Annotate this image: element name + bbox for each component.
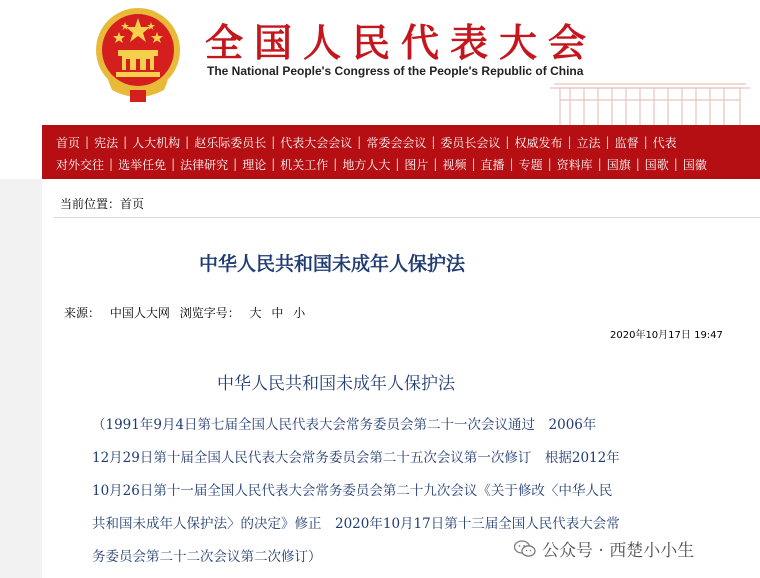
nav-item[interactable]: 代表大会会议 xyxy=(280,135,353,150)
nav-row-2 xyxy=(56,153,760,175)
publish-time: 2020年10月17日 19:47 xyxy=(610,330,723,341)
nav-separator: | xyxy=(505,135,510,149)
nav-item[interactable]: 对外交往 xyxy=(56,157,105,172)
nav-separator: | xyxy=(109,157,114,171)
nav-separator: | xyxy=(271,135,276,149)
nav-item[interactable]: 专题 xyxy=(518,157,543,172)
nav-item[interactable]: 国徽 xyxy=(682,157,707,172)
font-size-medium-link[interactable]: 中 xyxy=(271,306,284,320)
source-value: 中国人大网 xyxy=(109,306,170,320)
nav-separator: | xyxy=(185,135,190,149)
breadcrumb xyxy=(60,195,144,212)
nav-item[interactable]: 委员长会议 xyxy=(440,135,501,150)
wechat-icon xyxy=(514,540,536,558)
source-label: 来源： xyxy=(64,306,101,320)
nav-item[interactable]: 宪法 xyxy=(94,135,119,150)
nav-separator: | xyxy=(431,135,436,149)
nav-item[interactable]: 首页 xyxy=(56,135,81,150)
nav-item[interactable]: 资料库 xyxy=(556,157,593,172)
article-meta xyxy=(64,304,311,321)
breadcrumb-prefix: 当前位置： xyxy=(60,197,121,211)
nav-item[interactable]: 国旗 xyxy=(606,157,631,172)
nav-row-1 xyxy=(56,131,760,153)
nav-item[interactable]: 监督 xyxy=(614,135,639,150)
site-header xyxy=(0,0,760,125)
nav-separator: | xyxy=(471,157,476,171)
watermark-text: 公众号 · 西楚小小生 xyxy=(542,541,695,561)
body-line: 共和国未成年人保护法〉的决定》修正 2020年10月17日第十三届全国人民代表大会常 xyxy=(92,516,620,532)
nav-separator: | xyxy=(123,135,128,149)
nav-item[interactable]: 选举任免 xyxy=(118,157,167,172)
body-title: 中华人民共和国未成年人保护法 xyxy=(217,374,455,394)
left-gray-strip xyxy=(0,179,42,578)
body-line: 12月29日第十届全国人民代表大会常务委员会第二十五次会议第一次修订 根据2012年 xyxy=(92,450,620,466)
nav-separator: | xyxy=(673,157,678,171)
font-size-label: 浏览字号： xyxy=(179,306,240,320)
nav-separator: | xyxy=(233,157,238,171)
nav-item[interactable]: 地方人大 xyxy=(342,157,391,172)
nav-separator: | xyxy=(433,157,438,171)
font-size-large-link[interactable]: 大 xyxy=(249,306,262,320)
nav-item[interactable]: 赵乐际委员长 xyxy=(194,135,267,150)
nav-item[interactable]: 常委会会议 xyxy=(366,135,427,150)
site-subtitle: The National People's Congress of the People's Republic of China xyxy=(207,64,584,78)
nav-separator: | xyxy=(395,157,400,171)
nav-separator: | xyxy=(85,135,90,149)
divider xyxy=(54,217,760,218)
nav-item[interactable]: 人大机构 xyxy=(132,135,181,150)
nav-separator: | xyxy=(635,157,640,171)
nav-separator: | xyxy=(567,135,572,149)
nav-item[interactable]: 国歌 xyxy=(644,157,669,172)
nav-item[interactable]: 法律研究 xyxy=(180,157,229,172)
nav-separator: | xyxy=(333,157,338,171)
nav-item[interactable]: 代表 xyxy=(652,135,677,150)
nav-separator: | xyxy=(547,157,552,171)
nav-separator: | xyxy=(271,157,276,171)
nav-separator: | xyxy=(643,135,648,149)
main-content xyxy=(42,179,760,578)
great-hall-building-icon xyxy=(540,80,760,125)
nav-item[interactable]: 直播 xyxy=(480,157,505,172)
nav-item[interactable]: 立法 xyxy=(576,135,601,150)
nav-separator: | xyxy=(509,157,514,171)
nav-item[interactable]: 机关工作 xyxy=(280,157,329,172)
nav-item[interactable]: 理论 xyxy=(242,157,267,172)
nav-item[interactable]: 视频 xyxy=(442,157,467,172)
article-title: 中华人民共和国未成年人保护法 xyxy=(198,253,465,275)
nav-separator: | xyxy=(171,157,176,171)
nav-separator: | xyxy=(357,135,362,149)
main-nav xyxy=(42,125,760,179)
nav-item[interactable]: 权威发布 xyxy=(514,135,563,150)
breadcrumb-home-link[interactable]: 首页 xyxy=(120,197,145,211)
body-line: 务委员会第二十二次会议第二次修订） xyxy=(92,549,322,565)
nav-separator: | xyxy=(605,135,610,149)
nav-separator: | xyxy=(597,157,602,171)
watermark xyxy=(514,536,694,561)
site-title: 全国人民代表大会 xyxy=(205,20,598,65)
national-emblem-icon[interactable] xyxy=(94,4,182,104)
body-line: （1991年9月4日第七届全国人民代表大会常务委员会第二十一次会议通过 2006年 xyxy=(92,417,597,433)
font-size-small-link[interactable]: 小 xyxy=(293,306,306,320)
nav-item[interactable]: 图片 xyxy=(404,157,429,172)
body-line: 10月26日第十一届全国人民代表大会常务委员会第二十九次会议《关于修改〈中华人民 xyxy=(92,483,613,499)
